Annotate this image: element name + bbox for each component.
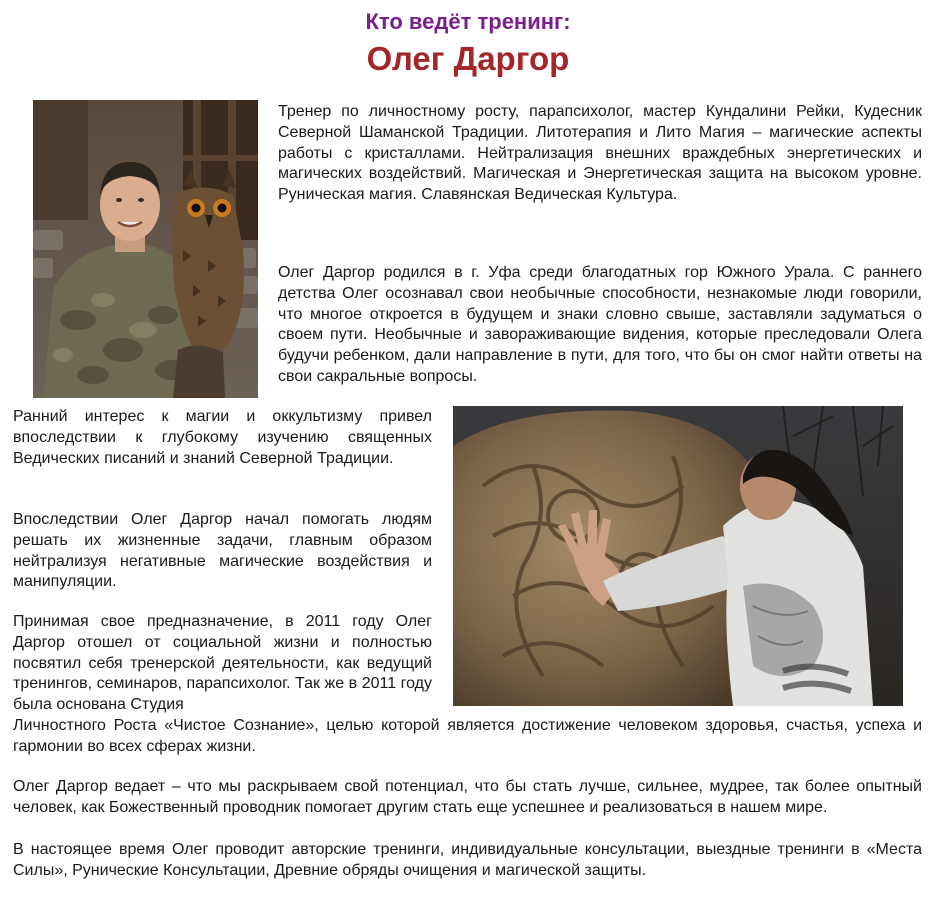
- rune-stone-photo: [453, 406, 903, 706]
- paragraph-teaching: Олег Даргор ведает – что мы раскрываем свой потенциал, что бы стать лучше, сильнее, мудрее, так более опытный человек, как Божественный проводник помогает другим стать еще успешнее и реализоваться в нашем мире.: [13, 778, 922, 816]
- portrait-photo: [33, 100, 258, 398]
- paragraph-biography: Олег Даргор родился в г. Уфа среди благодатных гор Южного Урала. С раннего детства Олег осознавал свои необычные способности, незнакомые люди говорили, что многое откроется в будущем и знаки словно свыше, заставляли задуматься о своем пути. Необычные и завораживающие видения, которые преследовали Олега будучи ребенком, дали направление в пути, для того, что бы он смог найти ответы на свои сакральные вопросы.: [278, 264, 922, 385]
- trainer-name-title: Олег Даргор: [366, 40, 570, 77]
- paragraph-interest: Ранний интерес к магии и оккультизму привел впоследствии к глубокому изучению священных Ведических писаний и знаний Северной Традиции.: [13, 408, 432, 467]
- paragraph-purpose: Принимая свое предназначение, в 2011 году Олег Даргор отошел от социальной жизни и полностью посвятил себя тренерской деятельности, как ведущий тренингов, семинаров, парапсихолог. Так же в 2011 году была основана Студия: [13, 613, 432, 714]
- section-subtitle: Кто ведёт тренинг:: [365, 9, 571, 34]
- paragraph-helping: Впоследствии Олег Даргор начал помогать людям решать их жизненные задачи, главным образом нейтрализуя негативные магические воздействия и манипуляции.: [13, 511, 432, 591]
- paragraph-intro: Тренер по личностному росту, парапсихолог, мастер Кундалини Рейки, Кудесник Северной Шаманской Традиции. Литотерапия и Лито Магия – магические аспекты работы с кристаллами. Нейтрализация внешних враждебных энергетических и магических воздействий. Магическая и Энергетическая защита на высоком уровне. Руническая магия. Славянская Ведическая Культура.: [278, 103, 922, 204]
- paragraph-current-activities: В настоящее время Олег проводит авторские тренинги, индивидуальные консультации, выездные тренинги в «Места Силы», Рунические Консультации, Древние обряды очищения и магической защиты.: [13, 841, 922, 879]
- paragraph-purpose-continued: Личностного Роста «Чистое Сознание», целью которой является достижение человеком здоровья, счастья, успеха и гармонии во всех сферах жизни.: [13, 717, 922, 755]
